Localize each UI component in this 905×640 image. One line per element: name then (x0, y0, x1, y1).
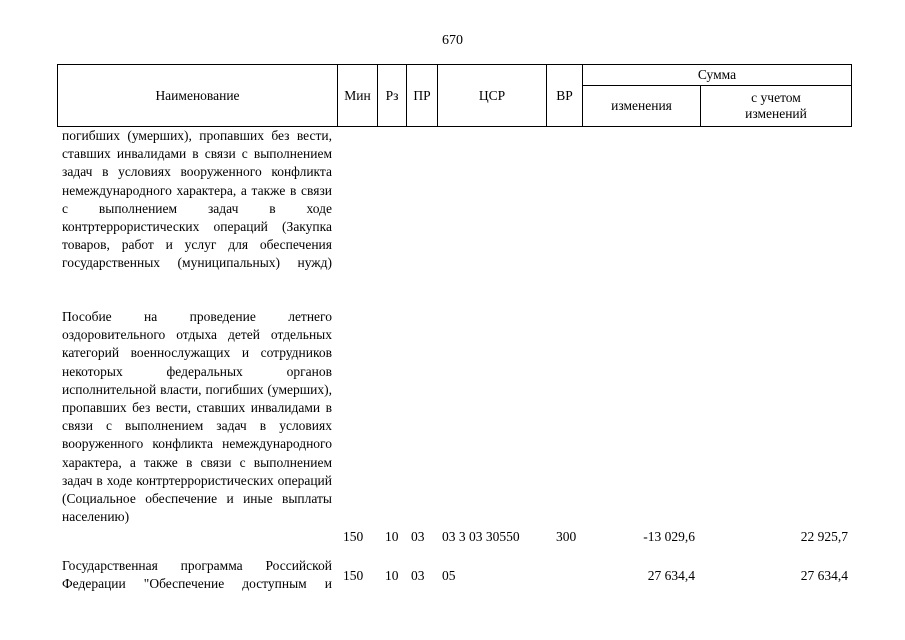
header-summa (582, 64, 852, 86)
header-name (57, 64, 338, 127)
header-vr-label: ВР (556, 87, 573, 103)
table-cell-min: 150 (343, 529, 364, 544)
header-rz-label: Рз (385, 87, 399, 103)
header-pr (406, 64, 438, 127)
table-cell-vr: 300 (556, 529, 577, 544)
header-vr (546, 64, 583, 127)
header-rz (377, 64, 407, 127)
table-cell-rz: 10 (385, 568, 399, 583)
table-cell-pr: 03 (411, 568, 425, 583)
header-csr-label: ЦСР (478, 87, 506, 103)
header-pr-label: ПР (413, 87, 431, 103)
table-cell-changes: -13 029,6 (643, 529, 695, 544)
header-min-label: Мин (344, 87, 371, 103)
header-summa-label: Сумма (697, 67, 737, 82)
table-cell-with-changes: 22 925,7 (800, 529, 848, 544)
table-cell-changes: 27 634,4 (647, 568, 695, 583)
table-cell-min: 150 (343, 568, 364, 583)
table-row-name: Пособие на проведение летнего оздоровительного отдыха детей отдельных категорий военнослужащих и сотрудников некоторых федеральных органов исполнительной власти, погибших (умерших), пропавших без вести, ставших инвалидами в связи с выполнением задач в условиях вооруженного конфликта немеждународного характера, а также в связи с выполнением задач в ходе контртеррористических операций (Социальное обеспечение и иные выплаты населению) (62, 309, 332, 525)
table-cell-csr: 03 3 03 30550 (442, 529, 520, 544)
header-min (337, 64, 378, 127)
table-row-name: погибших (умерших), пропавших без вести, ставших инвалидами в связи с выполнением задач в условиях вооруженного конфликта немеждународного характера, а также в связи с выполнением задач в ходе контртеррористических операций (Закупка товаров, работ и услуг для обеспечения государственных (муниципальных) нужд) (62, 128, 332, 271)
header-csr (437, 64, 547, 127)
table-cell-pr: 03 (411, 529, 425, 544)
header-with-changes-label: с учетом изменений (745, 90, 807, 121)
table-cell-with-changes: 27 634,4 (800, 568, 848, 583)
header-changes-label: изменения (611, 98, 672, 113)
header-with-changes (700, 85, 852, 127)
page-number: 670 (442, 33, 463, 48)
header-changes (582, 85, 701, 127)
table-row-name: Государственная программа Российской Федерации "Обеспечение доступным и (62, 558, 332, 592)
table-cell-rz: 10 (385, 529, 399, 544)
header-name-label: Наименование (155, 87, 240, 103)
table-cell-csr: 05 (442, 568, 456, 583)
